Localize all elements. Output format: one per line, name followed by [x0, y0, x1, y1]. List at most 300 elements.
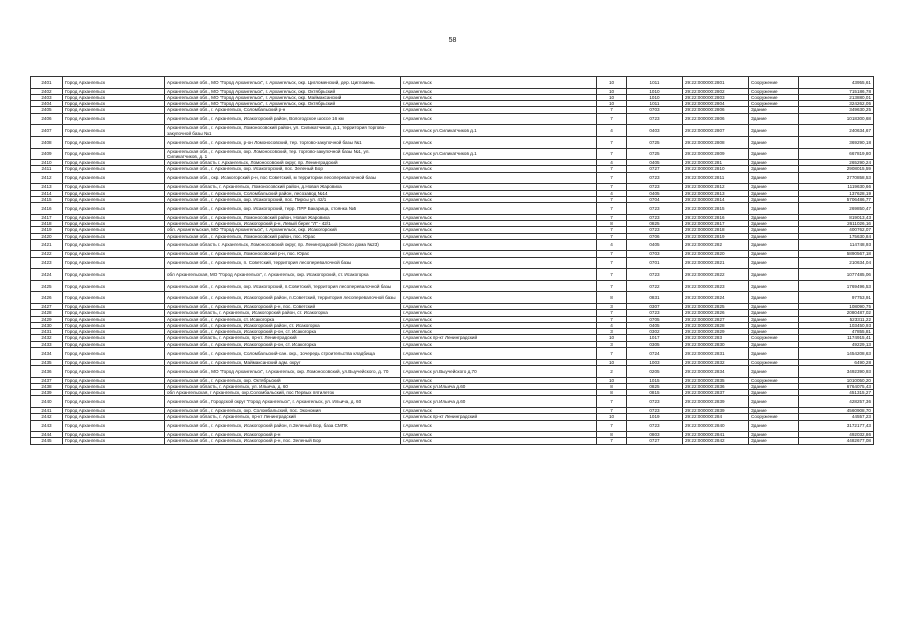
- cadastral-number-cell: 29:22:000000:2836: [683, 383, 749, 389]
- address-cell: Архангельская область г. Архангельск, Ломоносовский округ, пр. Ленинградский: [165, 160, 401, 166]
- municipality-cell: Город Архангельск: [63, 214, 165, 220]
- municipality-cell: Город Архангельск: [63, 227, 165, 233]
- kind-code-cell: 4: [597, 125, 627, 137]
- cadastral-number-cell: 29:22:000000:2819: [683, 233, 749, 239]
- kind-code-cell: 7: [597, 348, 627, 360]
- cadastral-number-cell: 29:22:000000:2813: [683, 190, 749, 196]
- locality-cell: г.Архангельск: [401, 269, 597, 281]
- purpose-code-cell: 1011: [627, 101, 683, 107]
- table-row: [31, 77, 874, 89]
- locality-cell: г.Архангельск: [401, 88, 597, 94]
- cadastral-number-cell: 29:22:000000:284: [683, 414, 749, 420]
- object-type-cell: Здание: [749, 390, 799, 396]
- address-cell: Архангельская обл., г. Архангельск, Соломбальский-сан. окр., 1очередь строительства кладбища: [165, 348, 401, 360]
- locality-cell: г.Архангельск ул.Силикатчиков д.1: [401, 125, 597, 137]
- value-cell: 349630,25: [799, 107, 874, 113]
- address-cell: Архангельская обл., г. Архангельск, Ломоносовский район, Новая Жаровиха: [165, 214, 401, 220]
- address-cell: Архангельская обл., г. Архангельск, Исакогорский район, ст. Исакогорка: [165, 322, 401, 328]
- row-number-cell: 2408: [31, 136, 63, 148]
- purpose-code-cell: 0701: [627, 257, 683, 269]
- row-number-cell: 2440: [31, 396, 63, 408]
- row-number-cell: 2417: [31, 214, 63, 220]
- municipality-cell: Город Архангельск: [63, 414, 165, 420]
- address-cell: Архангельская обл., г. Архангельск, Ломоносовский район, ул. Силикатчиков, д.1, территория торгово-закупочной базы №1: [165, 125, 401, 137]
- row-number-cell: 2416: [31, 203, 63, 215]
- locality-cell: г.Архангельск: [401, 239, 597, 251]
- cadastral-number-cell: 29:22:000000:2807: [683, 125, 749, 137]
- table-row: [31, 125, 874, 137]
- object-type-cell: Сооружение: [749, 88, 799, 94]
- kind-code-cell: 7: [597, 148, 627, 160]
- kind-code-cell: 4: [597, 190, 627, 196]
- municipality-cell: Город Архангельск: [63, 420, 165, 432]
- purpose-code-cell: 0722: [627, 280, 683, 292]
- row-number-cell: 2422: [31, 251, 63, 257]
- object-type-cell: Здание: [749, 203, 799, 215]
- object-type-cell: Здание: [749, 432, 799, 438]
- row-number-cell: 2415: [31, 196, 63, 202]
- kind-code-cell: 7: [597, 113, 627, 125]
- purpose-code-cell: 1010: [627, 88, 683, 94]
- object-type-cell: Здание: [749, 136, 799, 148]
- address-cell: обл Архангельская, МО "Город Архангельск", г. Архангельск, окр. Исакогорский, ст. Исакогорка: [165, 269, 401, 281]
- locality-cell: г.Архангельск: [401, 184, 597, 190]
- row-number-cell: 2402: [31, 88, 63, 94]
- municipality-cell: Город Архангельск: [63, 113, 165, 125]
- municipality-cell: Город Архангельск: [63, 432, 165, 438]
- municipality-cell: Город Архангельск: [63, 390, 165, 396]
- cadastral-number-cell: 29:22:000000:2824: [683, 292, 749, 304]
- cadastral-number-cell: 29:22:000000:2837: [683, 390, 749, 396]
- purpose-code-cell: 0724: [627, 348, 683, 360]
- locality-cell: г.Архангельск ул.Ильича д.60: [401, 383, 597, 389]
- purpose-code-cell: 0723: [627, 396, 683, 408]
- row-number-cell: 2409: [31, 148, 63, 160]
- cadastral-number-cell: 29:22:000000:2821: [683, 257, 749, 269]
- cadastral-number-cell: 29:22:000000:2803: [683, 94, 749, 100]
- cadastral-number-cell: 29:22:000000:2811: [683, 172, 749, 184]
- table-row: [31, 269, 874, 281]
- object-type-cell: Сооружение: [749, 414, 799, 420]
- locality-cell: г.Архангельск: [401, 280, 597, 292]
- table-row: [31, 172, 874, 184]
- address-cell: Архангельская обл., МО "Город Архангельск", г. Архангельск, окр. Октябрьский: [165, 101, 401, 107]
- purpose-code-cell: 0705: [627, 316, 683, 322]
- value-cell: 269850,47: [799, 203, 874, 215]
- kind-code-cell: 7: [597, 407, 627, 413]
- value-cell: 2611026,16: [799, 220, 874, 226]
- locality-cell: г.Архангельск: [401, 390, 597, 396]
- kind-code-cell: 7: [597, 172, 627, 184]
- locality-cell: г.Архангельск: [401, 348, 597, 360]
- municipality-cell: Город Архангельск: [63, 239, 165, 251]
- registry-table: [30, 76, 874, 445]
- value-cell: 1119630,66: [799, 184, 874, 190]
- kind-code-cell: 8: [597, 390, 627, 396]
- municipality-cell: Город Архангельск: [63, 77, 165, 89]
- object-type-cell: Здание: [749, 365, 799, 377]
- cadastral-number-cell: 29:22:000000:2823: [683, 280, 749, 292]
- cadastral-number-cell: 29:22:000000:2832: [683, 359, 749, 365]
- value-cell: 43955,61: [799, 77, 874, 89]
- municipality-cell: Город Архангельск: [63, 329, 165, 335]
- value-cell: 47855,81: [799, 329, 874, 335]
- row-number-cell: 2420: [31, 233, 63, 239]
- locality-cell: г.Архангельск: [401, 190, 597, 196]
- cadastral-number-cell: 29:22:000000:282: [683, 239, 749, 251]
- value-cell: 2080487,02: [799, 310, 874, 316]
- value-cell: 44557,23: [799, 414, 874, 420]
- row-number-cell: 2432: [31, 335, 63, 341]
- value-cell: 819013,43: [799, 214, 874, 220]
- row-number-cell: 2444: [31, 432, 63, 438]
- purpose-code-cell: 0727: [627, 166, 683, 172]
- cadastral-number-cell: 29:22:000000:2840: [683, 420, 749, 432]
- value-cell: 175630,84: [799, 233, 874, 239]
- municipality-cell: Город Архангельск: [63, 196, 165, 202]
- municipality-cell: Город Архангельск: [63, 348, 165, 360]
- municipality-cell: Город Архангельск: [63, 269, 165, 281]
- row-number-cell: 2426: [31, 292, 63, 304]
- purpose-code-cell: 0815: [627, 390, 683, 396]
- value-cell: 49229,13: [799, 341, 874, 347]
- object-type-cell: Здание: [749, 396, 799, 408]
- kind-code-cell: 10: [597, 94, 627, 100]
- locality-cell: г.Архангельск: [401, 257, 597, 269]
- kind-code-cell: 7: [597, 233, 627, 239]
- address-cell: Архангельская обл., г. Архангельск, окр. Соломбальский, пос. Экономия: [165, 407, 401, 413]
- value-cell: 4560908,70: [799, 407, 874, 413]
- locality-cell: г.Архангельск: [401, 220, 597, 226]
- registry-body: [31, 77, 874, 445]
- object-type-cell: Здание: [749, 292, 799, 304]
- address-cell: Архангельская область, г. Архангельск, пр-кт. Ленинградский: [165, 335, 401, 341]
- value-cell: 1454208,63: [799, 348, 874, 360]
- purpose-code-cell: 0725: [627, 148, 683, 160]
- purpose-code-cell: 1010: [627, 94, 683, 100]
- kind-code-cell: 4: [597, 322, 627, 328]
- cadastral-number-cell: 29:22:000000:2835: [683, 377, 749, 383]
- purpose-code-cell: 0405: [627, 239, 683, 251]
- locality-cell: г.Архангельск: [401, 94, 597, 100]
- object-type-cell: Здание: [749, 407, 799, 413]
- purpose-code-cell: 0405: [627, 190, 683, 196]
- row-number-cell: 2403: [31, 94, 63, 100]
- purpose-code-cell: 1011: [627, 77, 683, 89]
- address-cell: Архангельская обл., г. Архангельск, Исакогорский р-он, ст. Исакогорка: [165, 329, 401, 335]
- address-cell: Архангельская обл., г. Архангельск, окр. Исакогорский, пос. Зеленый Бор: [165, 166, 401, 172]
- value-cell: 2908015,59: [799, 166, 874, 172]
- municipality-cell: Город Архангельск: [63, 335, 165, 341]
- cadastral-number-cell: 29:22:000000:2842: [683, 438, 749, 444]
- locality-cell: г.Архангельск: [401, 172, 597, 184]
- kind-code-cell: 10: [597, 359, 627, 365]
- cadastral-number-cell: 29:22:000000:2827: [683, 316, 749, 322]
- kind-code-cell: 8: [597, 292, 627, 304]
- value-cell: 4482677,08: [799, 438, 874, 444]
- address-cell: Архангельская область, г. Архангельск, пр-кт Ленинградский: [165, 414, 401, 420]
- address-cell: Архангельская обл., Городской округ "Город Архангельск", г. Архангельск, ул. Ильича, д. 60: [165, 396, 401, 408]
- kind-code-cell: 10: [597, 377, 627, 383]
- locality-cell: г.Архангельск: [401, 196, 597, 202]
- cadastral-number-cell: 29:22:000000:2818: [683, 227, 749, 233]
- row-number-cell: 2425: [31, 280, 63, 292]
- cadastral-number-cell: 29:22:000000:2820: [683, 251, 749, 257]
- kind-code-cell: 3: [597, 341, 627, 347]
- cadastral-number-cell: 29:22:000000:2841: [683, 432, 749, 438]
- object-type-cell: Здание: [749, 257, 799, 269]
- value-cell: 6764075,43: [799, 383, 874, 389]
- cadastral-number-cell: 29:22:000000:2822: [683, 269, 749, 281]
- municipality-cell: Город Архангельск: [63, 184, 165, 190]
- row-number-cell: 2401: [31, 77, 63, 89]
- value-cell: 3172177,43: [799, 420, 874, 432]
- row-number-cell: 2439: [31, 390, 63, 396]
- locality-cell: г.Архангельск: [401, 113, 597, 125]
- cadastral-number-cell: 29:22:000000:283: [683, 335, 749, 341]
- municipality-cell: Город Архангельск: [63, 203, 165, 215]
- locality-cell: г.Архангельск: [401, 77, 597, 89]
- row-number-cell: 2431: [31, 329, 63, 335]
- municipality-cell: Город Архангельск: [63, 101, 165, 107]
- locality-cell: г.Архангельск ул.Ильича д.60: [401, 396, 597, 408]
- municipality-cell: Город Архангельск: [63, 280, 165, 292]
- object-type-cell: Здание: [749, 329, 799, 335]
- address-cell: Архангельская обл., г. Архангельск, Исакогорский р-он, ст. Исакогорка: [165, 341, 401, 347]
- table-row: [31, 438, 874, 444]
- purpose-code-cell: 0703: [627, 251, 683, 257]
- row-number-cell: 2412: [31, 172, 63, 184]
- table-row: [31, 365, 874, 377]
- cadastral-number-cell: 29:22:000000:2839: [683, 396, 749, 408]
- table-row: [31, 113, 874, 125]
- purpose-code-cell: 0706: [627, 233, 683, 239]
- object-type-cell: Здание: [749, 304, 799, 310]
- municipality-cell: Город Архангельск: [63, 172, 165, 184]
- value-cell: 108090,75: [799, 304, 874, 310]
- row-number-cell: 2411: [31, 166, 63, 172]
- purpose-code-cell: 0205: [627, 365, 683, 377]
- object-type-cell: Здание: [749, 166, 799, 172]
- municipality-cell: Город Архангельск: [63, 292, 165, 304]
- kind-code-cell: 10: [597, 77, 627, 89]
- address-cell: Архангельская обл., г. Архангельск, Исакогорский р-н: [165, 432, 401, 438]
- cadastral-number-cell: 29:22:000000:2809: [683, 148, 749, 160]
- cadastral-number-cell: 29:22:000000:2825: [683, 304, 749, 310]
- municipality-cell: Город Архангельск: [63, 125, 165, 137]
- municipality-cell: Город Архангельск: [63, 136, 165, 148]
- kind-code-cell: 3: [597, 329, 627, 335]
- value-cell: 240634,67: [799, 125, 874, 137]
- municipality-cell: Город Архангельск: [63, 257, 165, 269]
- value-cell: 114748,93: [799, 239, 874, 251]
- kind-code-cell: 10: [597, 88, 627, 94]
- table-row: [31, 136, 874, 148]
- address-cell: Архангельская обл., г. Архангельск, Исакогорский район, п.Зеленый Бор, база СМПК: [165, 420, 401, 432]
- municipality-cell: Город Архангельск: [63, 438, 165, 444]
- row-number-cell: 2429: [31, 316, 63, 322]
- municipality-cell: Город Архангельск: [63, 88, 165, 94]
- purpose-code-cell: 0725: [627, 136, 683, 148]
- locality-cell: г.Архангельск: [401, 322, 597, 328]
- municipality-cell: Город Архангельск: [63, 316, 165, 322]
- purpose-code-cell: 0723: [627, 184, 683, 190]
- row-number-cell: 2438: [31, 383, 63, 389]
- value-cell: 1769496,53: [799, 280, 874, 292]
- table-row: [31, 239, 874, 251]
- value-cell: 1077485,06: [799, 269, 874, 281]
- address-cell: Архангельская обл., г. Архангельск, Исакогорский район, п.Советский, территория лесоперевалочной базы: [165, 292, 401, 304]
- municipality-cell: Город Архангельск: [63, 148, 165, 160]
- object-type-cell: Сооружение: [749, 77, 799, 89]
- cadastral-number-cell: 29:22:000000:281: [683, 160, 749, 166]
- locality-cell: г.Архангельск: [401, 329, 597, 335]
- row-number-cell: 2442: [31, 414, 63, 420]
- object-type-cell: Здание: [749, 113, 799, 125]
- object-type-cell: Здание: [749, 125, 799, 137]
- cadastral-number-cell: 29:22:000000:2816: [683, 214, 749, 220]
- address-cell: Архангельская обл., МО "Город Архангельск", г.Архангельск, окр. Ломоносовский, ул.Выучейского, д. 70: [165, 365, 401, 377]
- value-cell: 265290,24: [799, 160, 874, 166]
- address-cell: Архангельская обл., окр. Исакогорский р-н, пос Советский, м территории лесоперевалочной базы: [165, 172, 401, 184]
- purpose-code-cell: 0307: [627, 304, 683, 310]
- purpose-code-cell: 0704: [627, 196, 683, 202]
- municipality-cell: Город Архангельск: [63, 359, 165, 365]
- municipality-cell: Город Архангельск: [63, 233, 165, 239]
- value-cell: 667819,80: [799, 148, 874, 160]
- row-number-cell: 2423: [31, 257, 63, 269]
- purpose-code-cell: 0831: [627, 292, 683, 304]
- municipality-cell: Город Архангельск: [63, 310, 165, 316]
- municipality-cell: Город Архангельск: [63, 251, 165, 257]
- kind-code-cell: 10: [597, 414, 627, 420]
- cadastral-number-cell: 29:22:000000:2831: [683, 348, 749, 360]
- page-number: 58: [448, 37, 457, 44]
- purpose-code-cell: 0825: [627, 383, 683, 389]
- value-cell: 1010050,20: [799, 377, 874, 383]
- row-number-cell: 2421: [31, 239, 63, 251]
- object-type-cell: Здание: [749, 160, 799, 166]
- address-cell: Архангельская обл., МО "Город Архангельск", г. Архангельск, окр. Маймаксанский: [165, 94, 401, 100]
- object-type-cell: Здание: [749, 383, 799, 389]
- table-row: [31, 348, 874, 360]
- address-cell: Архангельская обл., г. Архангельск, окр. Исакогорский, пос. Пирсы ул. 42/1: [165, 196, 401, 202]
- kind-code-cell: 7: [597, 251, 627, 257]
- locality-cell: г.Архангельск: [401, 341, 597, 347]
- object-type-cell: Здание: [749, 280, 799, 292]
- kind-code-cell: 7: [597, 184, 627, 190]
- locality-cell: г.Архангельск: [401, 166, 597, 172]
- object-type-cell: Здание: [749, 107, 799, 113]
- locality-cell: г.Архангельск ул.Выучейского д.70: [401, 365, 597, 377]
- kind-code-cell: 7: [597, 280, 627, 292]
- address-cell: Архангельская область, г. Архангельск, Ломоносовский район, д.Новая Жаровиха: [165, 184, 401, 190]
- municipality-cell: Город Архангельск: [63, 190, 165, 196]
- value-cell: 5706486,77: [799, 196, 874, 202]
- kind-code-cell: 7: [597, 166, 627, 172]
- address-cell: Архангельская обл., г. Архангельск, Исакогорский р-н, пос. Советский: [165, 304, 401, 310]
- cadastral-number-cell: 29:22:000000:2830: [683, 341, 749, 347]
- value-cell: 103450,93: [799, 322, 874, 328]
- value-cell: 428257,36: [799, 396, 874, 408]
- cadastral-number-cell: 29:22:000000:2804: [683, 101, 749, 107]
- kind-code-cell: 7: [597, 316, 627, 322]
- address-cell: Архангельская обл., г. Архангельск, п. Советский, территория лесоперевалочной базы: [165, 257, 401, 269]
- value-cell: 5890567,18: [799, 251, 874, 257]
- locality-cell: г.Архангельск: [401, 292, 597, 304]
- kind-code-cell: 10: [597, 335, 627, 341]
- kind-code-cell: 8: [597, 432, 627, 438]
- value-cell: 1018300,68: [799, 113, 874, 125]
- address-cell: Архангельская обл., г. Архангельск, окр. Исакогорский, п.Советский, территория лесоперевалочной базы: [165, 280, 401, 292]
- address-cell: Архангельская обл., г. Архангельск, окр. Октябрьский: [165, 377, 401, 383]
- kind-code-cell: 7: [597, 107, 627, 113]
- address-cell: Архангельская обл., г. Архангельск, Исакогорский р-н, Левый берег "Л" - 42/1: [165, 220, 401, 226]
- value-cell: 715186,78: [799, 88, 874, 94]
- object-type-cell: Здание: [749, 227, 799, 233]
- purpose-code-cell: 0405: [627, 322, 683, 328]
- cadastral-number-cell: 29:22:000000:2812: [683, 184, 749, 190]
- purpose-code-cell: 0723: [627, 227, 683, 233]
- row-number-cell: 2407: [31, 125, 63, 137]
- cadastral-number-cell: 29:22:000000:2806: [683, 107, 749, 113]
- object-type-cell: Сооружение: [749, 101, 799, 107]
- table-row: [31, 420, 874, 432]
- address-cell: обл. Архангельская, МО "Город Архангельск", г. Архангельск, окр. Исакогорский: [165, 227, 401, 233]
- object-type-cell: Здание: [749, 196, 799, 202]
- address-cell: Архангельская обл., г. Архангельск, ст. Исакогорка: [165, 316, 401, 322]
- object-type-cell: Здание: [749, 148, 799, 160]
- purpose-code-cell: 0803: [627, 432, 683, 438]
- kind-code-cell: 7: [597, 438, 627, 444]
- value-cell: 324262,05: [799, 101, 874, 107]
- object-type-cell: Здание: [749, 420, 799, 432]
- kind-code-cell: 7: [597, 196, 627, 202]
- purpose-code-cell: 1019: [627, 414, 683, 420]
- value-cell: 6490,28: [799, 359, 874, 365]
- row-number-cell: 2441: [31, 407, 63, 413]
- object-type-cell: Здание: [749, 214, 799, 220]
- address-cell: Архангельская обл., МО "Город Архангельск", г. Архангельск, окр. Октябрьский: [165, 88, 401, 94]
- cadastral-number-cell: 29:22:000000:2829: [683, 329, 749, 335]
- cadastral-number-cell: 29:22:000000:2828: [683, 322, 749, 328]
- locality-cell: г.Архангельск: [401, 407, 597, 413]
- kind-code-cell: 4: [597, 239, 627, 251]
- value-cell: 213880,01: [799, 94, 874, 100]
- locality-cell: г.Архангельск: [401, 107, 597, 113]
- locality-cell: г.Архангельск: [401, 136, 597, 148]
- kind-code-cell: 7: [597, 396, 627, 408]
- row-number-cell: 2428: [31, 310, 63, 316]
- cadastral-number-cell: 29:22:000000:2826: [683, 310, 749, 316]
- purpose-code-cell: 0405: [627, 160, 683, 166]
- address-cell: Архангельская обл., г. Архангельск, Маймаксанский адм. округ: [165, 359, 401, 365]
- table-row: [31, 148, 874, 160]
- object-type-cell: Сооружение: [749, 359, 799, 365]
- row-number-cell: 2437: [31, 377, 63, 383]
- row-number-cell: 2410: [31, 160, 63, 166]
- purpose-code-cell: 0723: [627, 203, 683, 215]
- cadastral-number-cell: 29:22:000000:2814: [683, 196, 749, 202]
- object-type-cell: Здание: [749, 310, 799, 316]
- municipality-cell: Город Архангельск: [63, 396, 165, 408]
- address-cell: Архангельская область г. Архангельск, Ломоносовский округ, пр. Ленинградский (Около дома №23): [165, 239, 401, 251]
- locality-cell: г.Архангельск: [401, 359, 597, 365]
- purpose-code-cell: 0403: [627, 125, 683, 137]
- purpose-code-cell: 1017: [627, 335, 683, 341]
- address-cell: Архангельская обл., МО "Город Архангельск", г. Архангельск, окр. Цигломенский, дер. Цигломень: [165, 77, 401, 89]
- locality-cell: г.Архангельск: [401, 214, 597, 220]
